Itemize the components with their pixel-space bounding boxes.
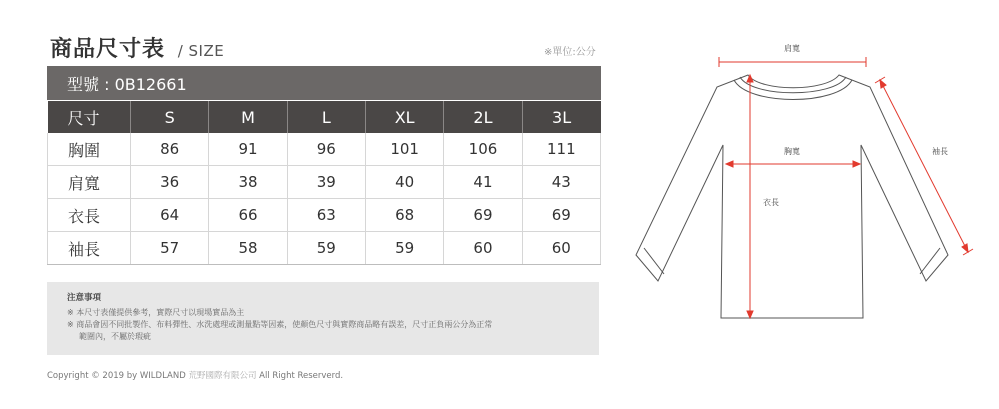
table-cell: 106 — [444, 133, 522, 166]
table-cell: 86 — [131, 133, 209, 166]
label-length: 衣長 — [763, 198, 779, 207]
shirt-measurement-diagram — [630, 30, 990, 330]
copyright — [47, 369, 343, 381]
size-table — [47, 101, 601, 265]
header-cell-s: S — [131, 101, 209, 133]
table-cell: 58 — [209, 232, 287, 265]
table-row — [48, 232, 601, 265]
table-cell: 64 — [131, 199, 209, 232]
label-chest: 胸寬 — [784, 147, 800, 156]
row-label: 衣長 — [48, 199, 131, 232]
table-cell: 69 — [444, 199, 522, 232]
header-cell-2l: 2L — [444, 101, 522, 133]
title-text: 商品尺寸表 — [50, 37, 166, 62]
table-row — [48, 133, 601, 166]
table-cell: 68 — [365, 199, 443, 232]
notes-title: 注意事項 — [67, 293, 102, 303]
title-subtitle-text: SIZE — [188, 42, 225, 60]
table-row — [48, 199, 601, 232]
shirt-outline — [636, 75, 948, 318]
title-subtitle — [178, 42, 225, 60]
table-cell: 69 — [522, 199, 600, 232]
header-cell-xl: XL — [365, 101, 443, 133]
note-line: 範圍內，不屬於瑕疵 — [79, 332, 151, 341]
table-cell: 60 — [444, 232, 522, 265]
table-cell: 36 — [131, 166, 209, 199]
row-label: 胸圍 — [48, 133, 131, 166]
page-title — [50, 32, 224, 63]
brand-name-cn: 荒野國際有限公司 — [188, 371, 257, 381]
table-cell: 91 — [209, 133, 287, 166]
rights-text: All Right Reserverd. — [259, 371, 344, 381]
table-cell: 59 — [287, 232, 365, 265]
table-cell: 101 — [365, 133, 443, 166]
table-cell: 59 — [365, 232, 443, 265]
table-cell: 96 — [287, 133, 365, 166]
model-bar — [47, 66, 601, 100]
notes-box — [47, 282, 599, 355]
header-cell-label: 尺寸 — [48, 101, 131, 133]
table-cell: 40 — [365, 166, 443, 199]
table-cell: 38 — [209, 166, 287, 199]
copyright-text: Copyright © 2019 by WILDLAND — [47, 371, 186, 381]
label-sleeve: 袖長 — [932, 147, 948, 156]
table-cell: 63 — [287, 199, 365, 232]
header-cell-3l: 3L — [522, 101, 600, 133]
table-cell: 57 — [131, 232, 209, 265]
unit-note: ※單位:公分 — [544, 47, 596, 58]
model-label: 型號 : 0B12661 — [67, 74, 187, 94]
note-line: ※ 商品會因不同批製作、布料彈性、水洗處理或測量點等因素，使顏色尺寸與實際商品略有誤差，尺寸正負兩公分為正常 — [67, 320, 493, 329]
row-label: 肩寬 — [48, 166, 131, 199]
title-separator: / — [177, 42, 184, 60]
label-shoulder: 肩寬 — [784, 44, 800, 53]
note-line: ※ 本尺寸表僅提供參考，實際尺寸以現場實品為主 — [67, 308, 245, 317]
table-cell: 43 — [522, 166, 600, 199]
header-cell-l: L — [287, 101, 365, 133]
table-cell: 41 — [444, 166, 522, 199]
table-cell: 111 — [522, 133, 600, 166]
table-cell: 60 — [522, 232, 600, 265]
size-header-row — [48, 101, 601, 133]
table-cell: 39 — [287, 166, 365, 199]
row-label: 袖長 — [48, 232, 131, 265]
measure-lines — [719, 57, 973, 318]
header-cell-m: M — [209, 101, 287, 133]
table-row — [48, 166, 601, 199]
table-cell: 66 — [209, 199, 287, 232]
